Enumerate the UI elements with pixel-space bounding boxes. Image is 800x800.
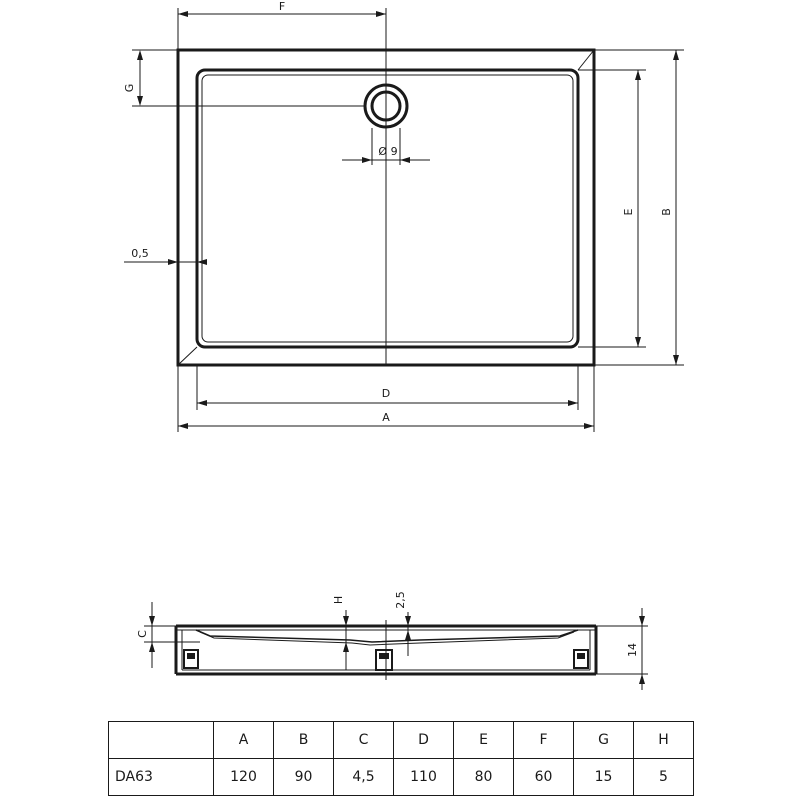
dim-label-drain-diameter: Ø 9: [378, 145, 398, 158]
table-value-cell: 60: [514, 759, 574, 796]
dim-label-a: A: [382, 411, 390, 424]
table-header-cell: E: [454, 722, 514, 759]
table-header-cell: A: [214, 722, 274, 759]
table-value-cell: 110: [394, 759, 454, 796]
dim-label-e: E: [622, 208, 635, 216]
dim-label-d: D: [381, 387, 391, 400]
table-value-cell: 90: [274, 759, 334, 796]
dim-label-height: 14: [626, 643, 639, 657]
dimension-table: [108, 721, 694, 796]
section-view: [136, 591, 648, 690]
table-header-cell: B: [274, 722, 334, 759]
table-row: [109, 759, 694, 796]
table-value-cell: 120: [214, 759, 274, 796]
tray-basin-outline: [197, 70, 578, 347]
table-header-cell: F: [514, 722, 574, 759]
table-header-cell: H: [634, 722, 694, 759]
table-header-cell: D: [394, 722, 454, 759]
table-header-cell: G: [574, 722, 634, 759]
plan-view: [123, 0, 684, 432]
support-foot-right: [574, 650, 588, 668]
table-value-cell: 5: [634, 759, 694, 796]
dim-label-wall: 0,5: [131, 247, 149, 260]
dim-label-f: F: [278, 0, 286, 13]
table-header-cell: [109, 722, 214, 759]
table-value-cell: 80: [454, 759, 514, 796]
support-foot-center: [376, 650, 392, 670]
support-foot-left: [184, 650, 198, 668]
dim-label-g: G: [123, 83, 136, 93]
dim-label-rim: 2,5: [394, 591, 407, 609]
model-name-cell: DA63: [109, 759, 214, 796]
dim-label-b: B: [660, 208, 673, 216]
table-value-cell: 15: [574, 759, 634, 796]
table-value-cell: 4,5: [334, 759, 394, 796]
dim-label-c: C: [136, 630, 149, 638]
dim-label-h: H: [332, 595, 345, 605]
table-header-row: [109, 722, 694, 759]
table-header-cell: C: [334, 722, 394, 759]
